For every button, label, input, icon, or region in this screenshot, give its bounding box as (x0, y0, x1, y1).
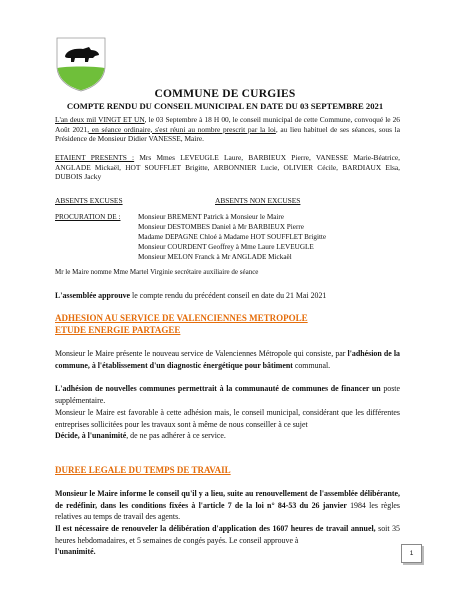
section1-paragraph-2 (55, 383, 400, 406)
procurations-block (55, 212, 415, 267)
section2-paragraph-1 (55, 488, 400, 523)
approval-line (55, 291, 400, 301)
document-subtitle: COMPTE RENDU DU CONSEIL MUNICIPAL EN DATE DU 03 SEPTEMBRE 2021 (66, 101, 384, 111)
presents-paragraph (55, 153, 400, 182)
intro-text-1: , le 03 Septembre à 18 H 00, le conseil municipal de cette Commune, convoqué le 26 Août 2021 (55, 115, 400, 134)
procuration-item: Monsieur COURDENT Geoffrey à Mme Laure LEVEUGLE (138, 243, 314, 251)
absents-row (55, 196, 400, 206)
procuration-item: Monsieur MELON Franck à Mr ANGLADE Mickaël (138, 253, 292, 261)
document-title: COMMUNE DE CURGIES (154, 88, 296, 100)
s2-p2-unanimite: l'unanimité. (55, 547, 96, 557)
section-heading-energie: ETUDE ENERGIE PARTAGEE (55, 325, 181, 335)
s1-p1-end: communal. (292, 360, 331, 370)
s2-p2-bold: Il est nécessaire de renouveler la délibération d'application des 1607 heures de travail annuel, (55, 524, 376, 533)
procuration-item: Monsieur DESTOMBES Daniel à Mr BARBIEUX Pierre (138, 223, 304, 231)
s1-p2-bold: L'adhésion de nouvelles communes permettrait à la communauté de communes de financer un (55, 384, 381, 393)
procurations-label: PROCURATION DE : (55, 213, 121, 221)
section2-paragraph-2 (55, 523, 400, 558)
presents-list: Mrs Mmes LEVEUGLE Laure, BARBIEUX Pierre, VANESSE Marie-Béatrice, ANGLADE Mickaël, HOT SOUFFLET Brigitte, ARBONNIER Lucie, OLIVIER Cécile, BARDIAUX Elsa, DUBOIS Jacky (55, 153, 400, 182)
page-number: 1 (401, 544, 422, 563)
approval-text: le compte rendu du précédent conseil en date du 21 Mai 2021 (130, 291, 327, 300)
intro-text-3: , au lieu habituel de ses séances, sous la Présidence de Monsieur Didier VANESSE, Maire. (55, 124, 400, 144)
section-heading-temps-travail: DUREE LEGALE DU TEMPS DE TRAVAIL (55, 465, 231, 475)
s1-p1-bold: l'adhésion de la commune, à l'établissement d'un diagnostic énergétique pour bâtiment (55, 349, 400, 370)
section1-paragraph-3: Monsieur le Maire est favorable à cette adhésion mais, le conseil municipal, considérant que les différentes entreprises sollicitées pour les travaux sont à même de nous conseiller à ce sujet (55, 408, 400, 429)
s1-decision-bold: Décide, à l'unanimité (55, 431, 127, 440)
s2-p1-text: 1984 les règles relatives au temps de travail des agents. (55, 500, 400, 522)
s2-p1-bold: Monsieur le Maire informe le conseil qu'il y a lieu, suite au renouvellement de l'assemblée délibérante, de redéfinir, dans les conditions fixées à l'article 7 de la loi n° 84-53 du 26 janvier (55, 489, 400, 510)
absents-not-excused-label: ABSENTS NON EXCUSES (215, 196, 301, 205)
commune-crest-logo (55, 36, 107, 92)
procuration-item: Madame DEPAGNE Chloé à Madame HOT SOUFFLET Brigitte (138, 233, 327, 241)
procurations-list (138, 212, 408, 262)
s1-decision-text: , de ne pas adhérer à ce service. (126, 431, 226, 440)
secretary-line: Mr le Maire nomme Mme Martel Virginie secrétaire auxiliaire de séance (55, 268, 259, 276)
approval-verb: L'assemblée approuve (55, 291, 131, 300)
s1-p2-end: poste supplémentaire. (55, 384, 400, 405)
section-heading-valenciennes: ADHESION AU SERVICE DE VALENCIENNES METROPOLE (55, 313, 308, 323)
section1-decision (55, 430, 400, 442)
s1-p1-text: Monsieur le Maire présente le nouveau service de Valenciennes Métropole qui consiste, par (55, 349, 348, 358)
section1-paragraph-1 (55, 348, 400, 371)
intro-paragraph (55, 115, 400, 144)
intro-date-text: L'an deux mil VINGT ET UN (55, 115, 145, 124)
presents-label: ETAIENT PRESENTS : (55, 153, 135, 162)
intro-text-2: , en séance ordinaire, s'est réuni au nombre prescrit par la loi (87, 124, 276, 134)
s2-p2-text: soit 35 heures hebdomadaires, et 5 semaines de congés payés. Le conseil approuve à (55, 524, 400, 545)
absents-excused-label: ABSENTS EXCUSES (55, 196, 123, 205)
procuration-item: Monsieur BREMENT Patrick à Monsieur le Maire (138, 213, 284, 221)
